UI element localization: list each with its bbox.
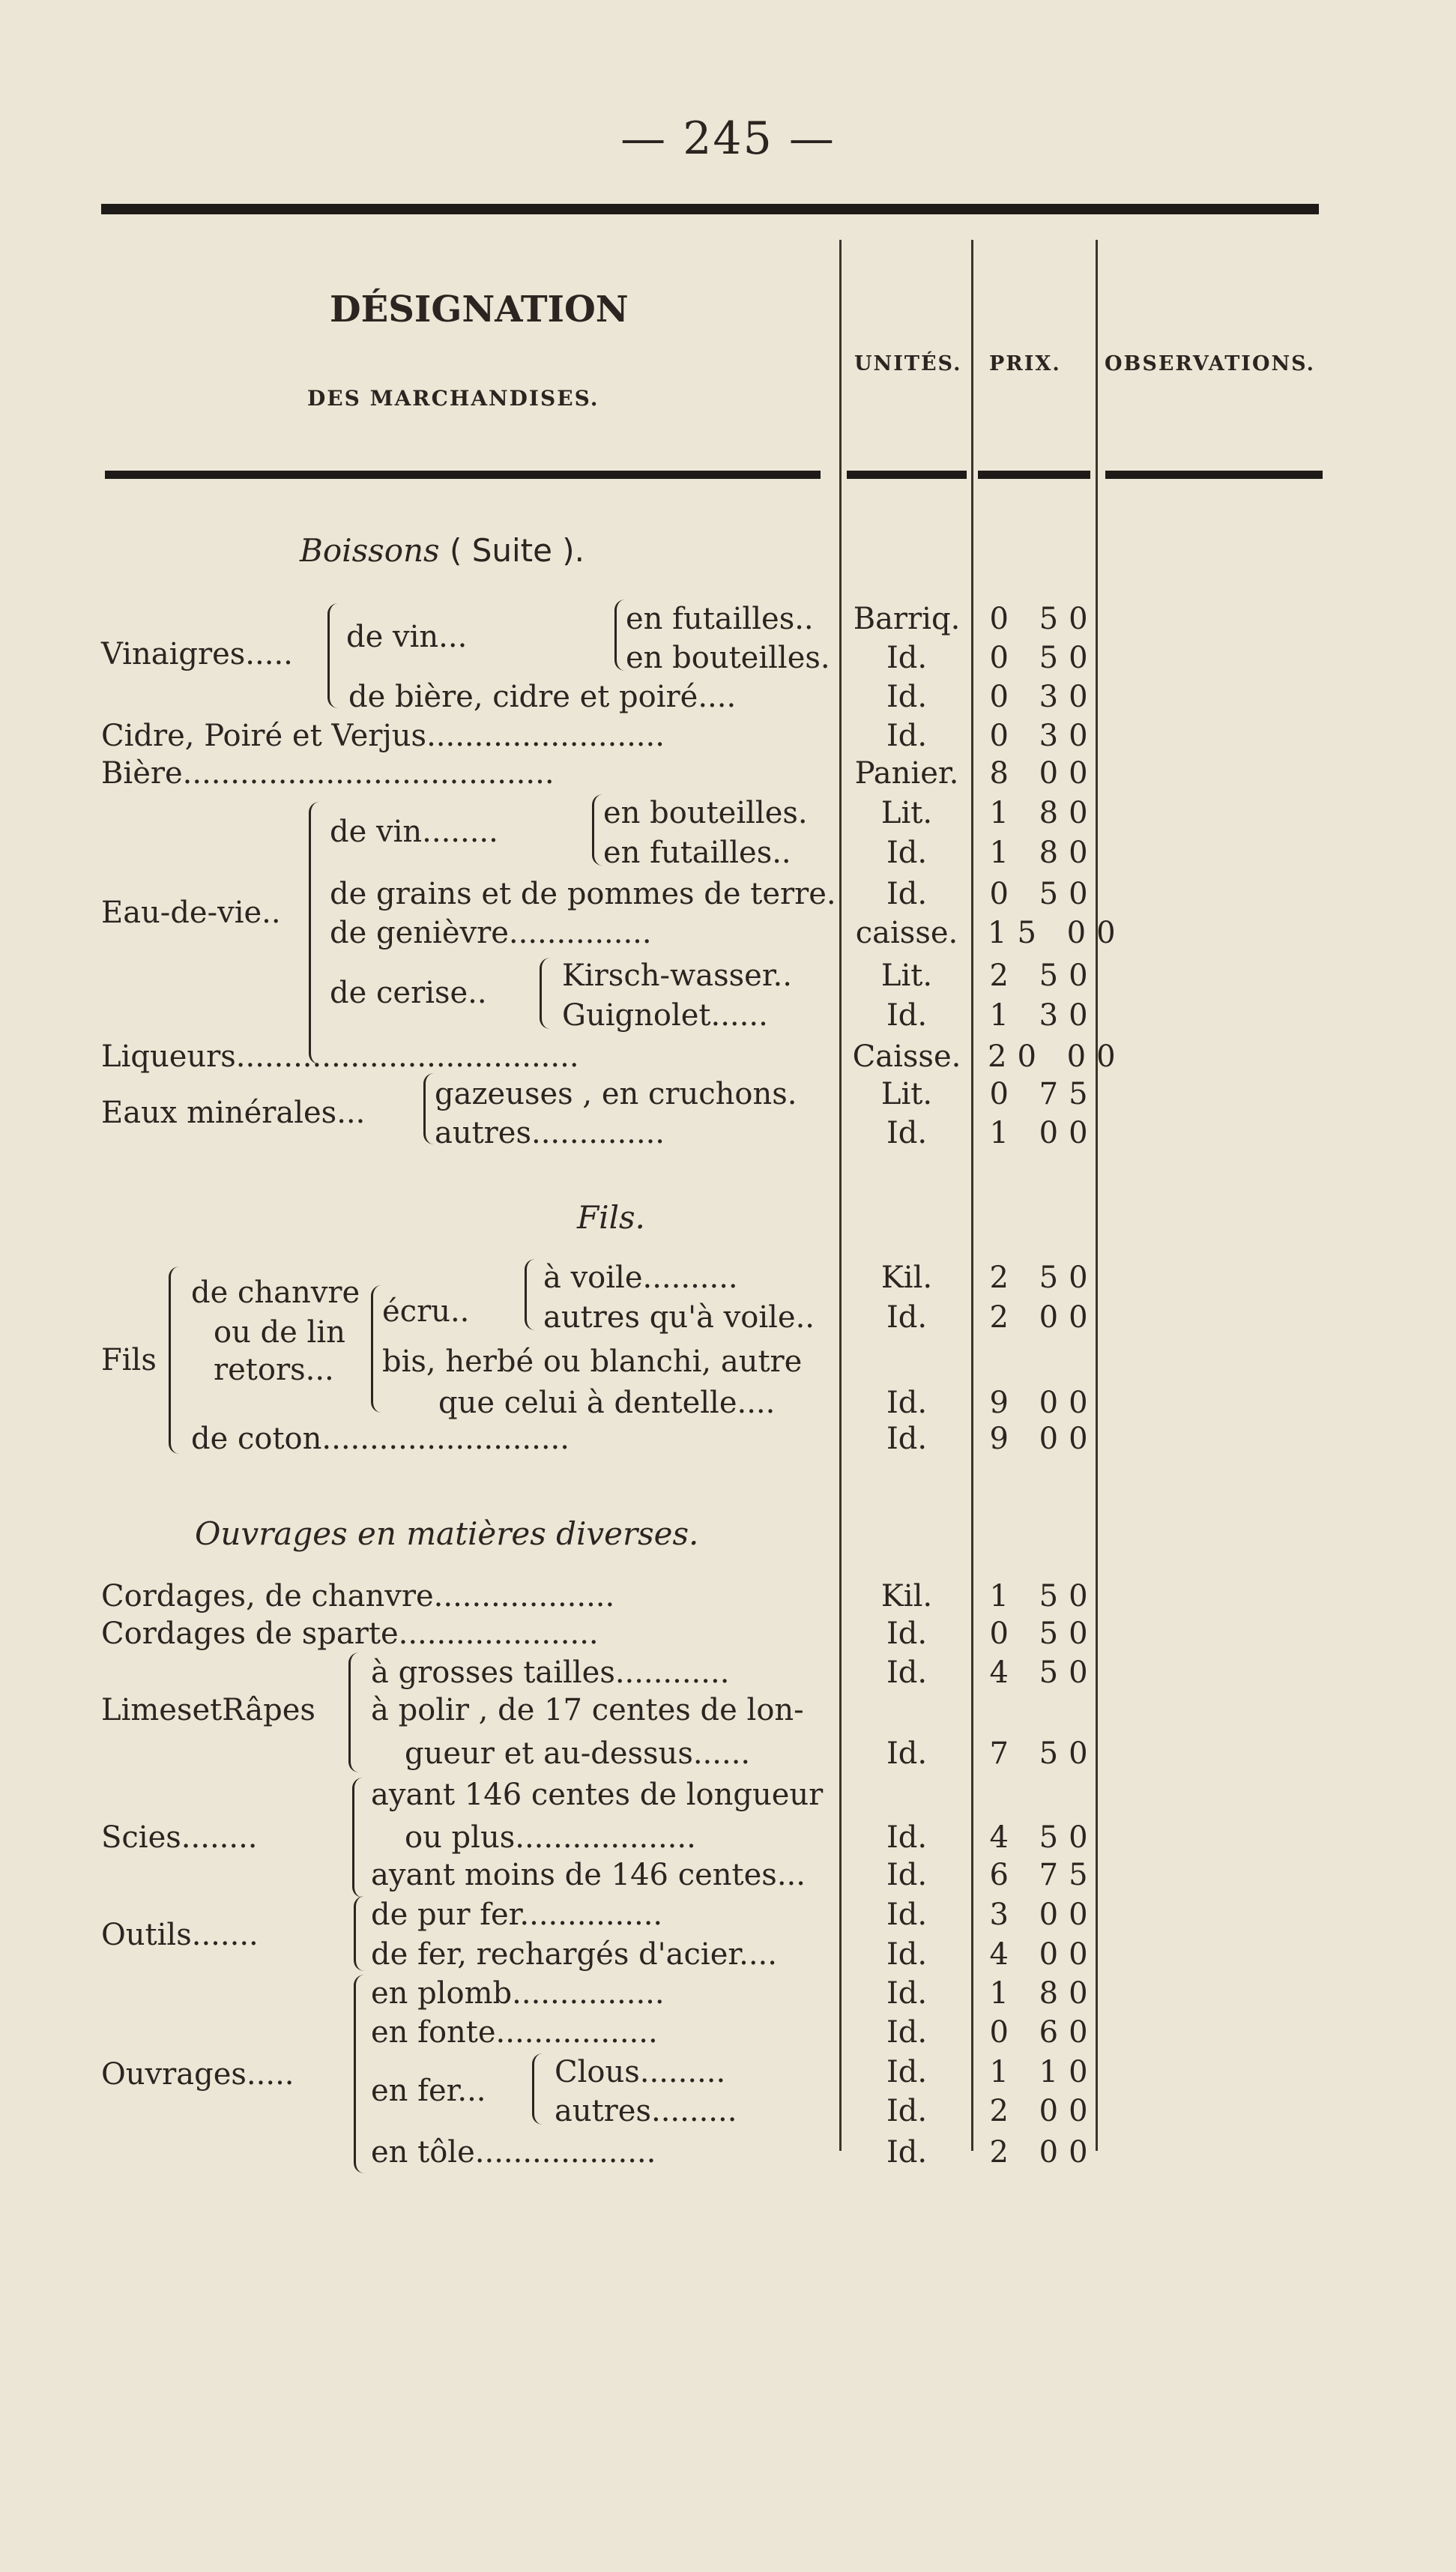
brace (327, 603, 339, 708)
row-price: 1 50 (989, 1579, 1099, 1613)
row-sub: de cerise.. (330, 976, 487, 1010)
row-item: de bière, cidre et poiré.... (348, 680, 737, 714)
row-item: bis, herbé ou blanchi, autre (382, 1344, 803, 1379)
brace (354, 1975, 365, 2173)
row-item: Guignolet...... (562, 998, 768, 1033)
row-unit: Panier. (854, 756, 959, 791)
row-unit: Lit. (880, 959, 933, 993)
row-label: Liqueurs.................................... (101, 1039, 579, 1074)
row-price: 0 30 (989, 719, 1099, 753)
row-price: 1 30 (989, 998, 1099, 1033)
row-price: 2 00 (989, 2135, 1099, 2170)
row-item: en plomb................ (371, 1976, 665, 2011)
row-price: 1 80 (989, 796, 1099, 830)
column-divider (839, 240, 842, 2151)
row-unit: Id. (886, 1820, 928, 1855)
row-item: à voile.......... (543, 1261, 738, 1295)
row-item: de grains et de pommes de terre. (330, 877, 836, 911)
row-unit: Caisse. (852, 1039, 961, 1074)
row-unit: Id. (886, 1736, 928, 1771)
row-price: 2 00 (989, 1300, 1099, 1335)
row-unit: Id. (886, 1386, 928, 1420)
brace (525, 1259, 536, 1330)
row-item: en futailles.. (603, 836, 791, 870)
row-item: à polir , de 17 centes de lon- (371, 1693, 804, 1727)
row-item: en bouteilles. (603, 796, 808, 830)
row-price: 1 80 (989, 836, 1099, 870)
row-unit: Id. (886, 1898, 928, 1932)
row-item: gueur et au-dessus...... (405, 1736, 751, 1771)
row-label: Cidre, Poiré et Verjus......................... (101, 719, 665, 753)
row-item: à grosses tailles............ (371, 1655, 730, 1690)
header-observations: OBSERVATIONS. (1105, 352, 1316, 375)
row-item: de pur fer............... (371, 1898, 663, 1932)
brace (592, 794, 603, 866)
row-price: 1 00 (989, 1116, 1099, 1150)
row-unit: caisse. (855, 916, 958, 950)
header-rule (1105, 471, 1323, 479)
row-price: 0 50 (989, 877, 1099, 911)
row-item: ou plus................... (405, 1820, 696, 1855)
section-title-boissons: Boissons (300, 532, 440, 569)
row-sub: de coton.......................... (191, 1422, 570, 1456)
row-unit: Id. (886, 1937, 928, 1972)
brace (371, 1285, 382, 1413)
row-price: 2 50 (989, 959, 1099, 993)
row-unit: Kil. (880, 1579, 933, 1613)
row-label: Fils (101, 1343, 157, 1377)
row-item: gazeuses , en cruchons. (435, 1077, 797, 1111)
row-label: Eau-de-vie.. (101, 896, 281, 930)
row-price: 0 60 (989, 2015, 1099, 2050)
row-unit: Id. (886, 1116, 928, 1150)
row-unit: Kil. (880, 1261, 933, 1295)
row-label: Bière....................................... (101, 756, 555, 791)
brace (614, 600, 626, 671)
row-price: 9 00 (989, 1386, 1099, 1420)
row-sub: de chanvre (191, 1276, 360, 1310)
row-item: ayant 146 centes de longueur (371, 1778, 824, 1812)
row-price: 4 50 (989, 1655, 1099, 1690)
row-item: en bouteilles. (626, 641, 830, 675)
row-price: 2 00 (989, 2094, 1099, 2128)
row-unit: Id. (886, 680, 928, 714)
row-price: 0 30 (989, 680, 1099, 714)
row-item: autres......... (555, 2094, 737, 2128)
brace (532, 2053, 543, 2125)
row-sub: de vin... (346, 620, 468, 654)
row-price: 1 80 (989, 1976, 1099, 2011)
header-unites: UNITÉS. (854, 352, 962, 375)
row-sub: retors... (214, 1353, 334, 1387)
row-unit: Id. (886, 2094, 928, 2128)
row-unit: Id. (886, 1858, 928, 1892)
row-unit: Id. (886, 641, 928, 675)
row-price: 3 00 (989, 1898, 1099, 1932)
section-title (300, 532, 584, 569)
row-label: Vinaigres..... (101, 637, 293, 671)
brace (354, 1896, 365, 1971)
row-unit: Id. (886, 877, 928, 911)
brace (352, 1778, 363, 1898)
row-item: Clous......... (555, 2055, 726, 2089)
header-des-marchandises: DES MARCHANDISES. (307, 386, 599, 411)
row-unit: Id. (886, 2015, 928, 2050)
row-unit: Barriq. (853, 602, 961, 636)
row-item: ayant moins de 146 centes... (371, 1858, 806, 1892)
row-unit: Lit. (880, 1077, 933, 1111)
brace (348, 1652, 360, 1772)
top-rule (101, 204, 1319, 214)
row-sub: ou de lin (214, 1315, 345, 1350)
row-item: en fonte................. (371, 2015, 658, 2050)
row-unit: Id. (886, 1422, 928, 1456)
brace (423, 1073, 435, 1144)
row-label: Cordages de sparte..................... (101, 1616, 599, 1651)
row-price: 9 00 (989, 1422, 1099, 1456)
row-price: 4 00 (989, 1937, 1099, 1972)
row-item: en tôle................... (371, 2135, 656, 2170)
row-label: Eaux minérales... (101, 1096, 366, 1130)
row-label: Ouvrages..... (101, 2057, 294, 2092)
row-unit: Id. (886, 1655, 928, 1690)
column-divider (971, 240, 973, 2151)
row-price: 7 50 (989, 1736, 1099, 1771)
row-unit: Id. (886, 1976, 928, 2011)
row-price: 0 50 (989, 602, 1099, 636)
brace (169, 1267, 180, 1454)
header-rule (978, 471, 1090, 479)
row-item: autres qu'à voile.. (543, 1300, 815, 1335)
row-unit: Id. (886, 1616, 928, 1651)
row-price: 2 50 (989, 1261, 1099, 1295)
row-price: 0 50 (989, 1616, 1099, 1651)
section-title-ouvrages: Ouvrages en matières diverses. (195, 1515, 699, 1552)
row-price: 0 50 (989, 641, 1099, 675)
row-label: Cordages, de chanvre................... (101, 1579, 615, 1613)
row-unit: Lit. (880, 796, 933, 830)
header-rule (847, 471, 967, 479)
row-label: Scies........ (101, 1820, 258, 1855)
header-prix: PRIX. (989, 352, 1061, 375)
row-price: 6 75 (989, 1858, 1099, 1892)
section-title-fils: Fils. (577, 1199, 645, 1236)
header-rule (105, 471, 821, 479)
row-item: écru.. (382, 1294, 470, 1329)
row-unit: Id. (886, 719, 928, 753)
row-sub: en fer... (371, 2074, 486, 2108)
row-label: LimesetRâpes (101, 1693, 315, 1727)
row-label: Outils....... (101, 1918, 259, 1952)
brace (309, 802, 320, 1064)
row-price: 20 00 (988, 1039, 1126, 1074)
row-unit: Id. (886, 2135, 928, 2170)
row-item: en futailles.. (626, 602, 814, 636)
brace (540, 958, 551, 1029)
row-price: 15 00 (988, 916, 1126, 950)
row-unit: Id. (886, 836, 928, 870)
row-unit: Id. (886, 1300, 928, 1335)
row-sub: de vin........ (330, 815, 498, 849)
row-price: 8 00 (989, 756, 1099, 791)
header-designation: DÉSIGNATION (330, 289, 629, 330)
row-item: Kirsch-wasser.. (562, 959, 792, 993)
row-item: que celui à dentelle.... (438, 1386, 776, 1420)
row-price: 0 75 (989, 1077, 1099, 1111)
page-number: — 245 — (620, 112, 836, 165)
section-title-suite: ( Suite ). (449, 532, 585, 569)
row-item: autres.............. (435, 1116, 665, 1150)
row-price: 4 50 (989, 1820, 1099, 1855)
row-item: de genièvre............... (330, 916, 652, 950)
row-unit: Id. (886, 998, 928, 1033)
row-price: 1 10 (989, 2055, 1099, 2089)
row-unit: Id. (886, 2055, 928, 2089)
row-item: de fer, rechargés d'acier.... (371, 1937, 777, 1972)
